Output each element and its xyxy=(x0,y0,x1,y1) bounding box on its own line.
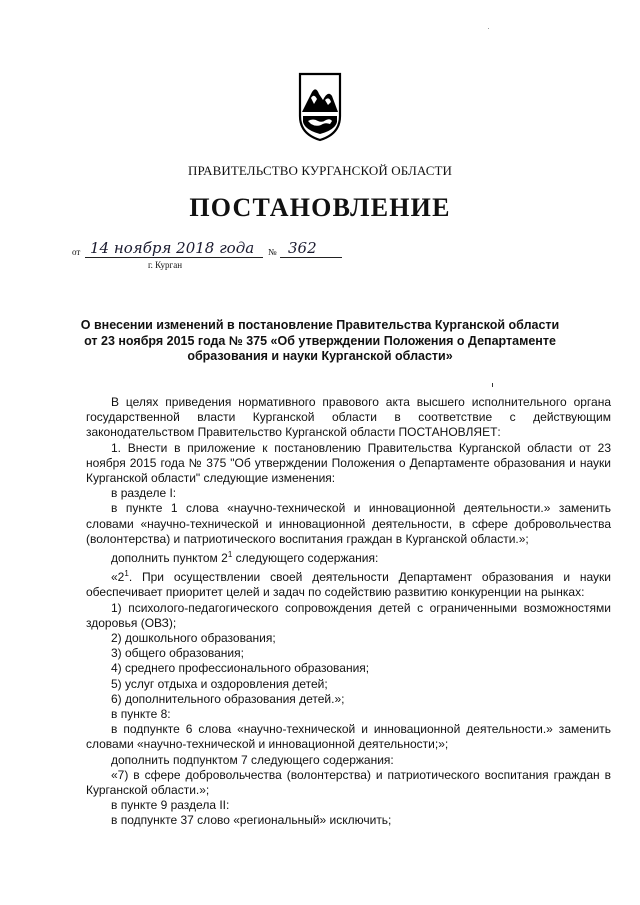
scan-speck xyxy=(488,28,489,29)
document-title: ПОСТАНОВЛЕНИЕ xyxy=(189,193,451,222)
body-paragraph: 4) среднего профессионального образования; xyxy=(111,661,370,676)
government-name: ПРАВИТЕЛЬСТВО КУРГАНСКОЙ ОБЛАСТИ xyxy=(187,163,453,178)
body-paragraph: «7) в сфере добровольчества (волонтерства) и патриотического воспитания граждан в Курганской области.»; xyxy=(86,767,611,798)
subject-line: от 23 ноября 2015 года № 375 «Об утверждении Положения о Департаменте xyxy=(84,333,556,348)
body-text: «2 xyxy=(111,570,125,585)
subject-line: образования и науки Курганской области» xyxy=(187,349,453,363)
document-meta xyxy=(72,240,372,280)
body-paragraph: в подпункте 37 слово «региональный» исключить; xyxy=(111,813,392,828)
handwritten-date: 14 ноября 2018 года xyxy=(90,239,255,257)
body-paragraph: в пункте 9 раздела II: xyxy=(111,798,230,813)
city-label: г. Курган xyxy=(148,260,183,270)
body-paragraph: 5) услуг отдыха и оздоровления детей; xyxy=(111,676,328,691)
body-paragraph: 3) общего образования; xyxy=(111,646,244,661)
document-subject xyxy=(80,318,560,365)
superscript: 1 xyxy=(227,550,233,560)
body-paragraph xyxy=(86,547,611,566)
body-paragraph: 6) дополнительного образования детей.»; xyxy=(111,691,345,706)
body-paragraph: 2) дошкольного образования; xyxy=(111,631,276,646)
body-paragraph: в пункте 1 слова «научно-технической и инновационной деятельности.» заменить словами «научно-технической и инновационной деятельности, в сфере добровольчества (волонтерства) и патриотического воспитания граждан в Курганской области.»; xyxy=(86,501,611,546)
body-paragraph: дополнить подпунктом 7 следующего содержания: xyxy=(111,752,394,767)
document-body xyxy=(86,395,611,829)
body-text: . При осуществлении своей деятельности Департамент образования и науки обеспечивает приоритет целей и задач по содействию развитию конкуренции на рынках: xyxy=(86,570,611,600)
body-paragraph: 1. Внести в приложение к постановлению Правительства Курганской области от 23 ноября 2015 года № 375 "Об утверждении Положения о Департаменте образования и науки Курганской области" следующие изменения: xyxy=(86,440,611,486)
from-label: от xyxy=(72,247,81,257)
scan-mark xyxy=(492,383,493,387)
body-paragraph xyxy=(86,566,611,600)
body-paragraph: 1) психолого-педагогического сопровождения детей с ограниченными возможностями здоровья (ОВЗ); xyxy=(86,600,611,630)
subject-line: О внесении изменений в постановление Правительства Курганской области xyxy=(80,318,560,332)
body-text: следующего содержания: xyxy=(232,551,379,566)
body-paragraph: в подпункте 6 слова «научно-технической и инновационной деятельности.» заменить словами «научно-технической и инновационной деятельности;»; xyxy=(86,722,611,752)
number-label: № xyxy=(268,247,277,257)
superscript: 1 xyxy=(124,569,129,579)
body-paragraph: В целях приведения нормативного правового акта высшего исполнительного органа государственной власти Курганской области в соответствие с действующим законодательством Правительство Курганской области ПОСТАНОВЛЯЕТ: xyxy=(86,395,611,440)
kurgan-coat-of-arms-icon xyxy=(297,72,343,142)
handwritten-number: 362 xyxy=(288,239,317,257)
date-line xyxy=(85,257,263,258)
number-line xyxy=(280,257,342,258)
body-paragraph: в пункте 8: xyxy=(111,707,171,722)
body-text: дополнить пунктом 2 xyxy=(111,551,228,566)
body-paragraph: в разделе I: xyxy=(111,486,177,501)
